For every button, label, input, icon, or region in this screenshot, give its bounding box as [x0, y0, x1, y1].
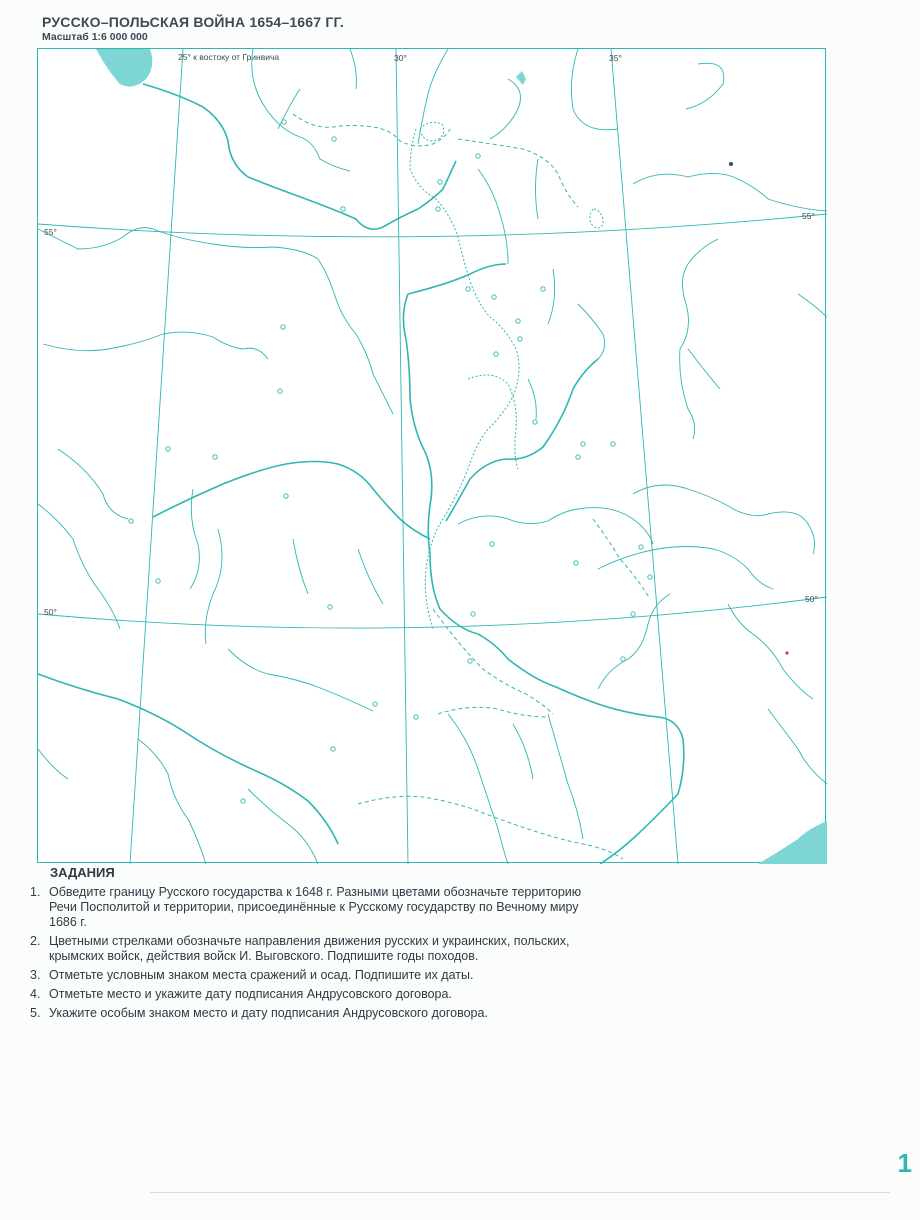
task-item: [30, 987, 590, 1002]
river-western-dvina: [143, 84, 456, 229]
task-number: 2.: [30, 934, 41, 948]
lat-label-50-left: 50°: [44, 607, 57, 617]
task-text: Отметьте условным знаком места сражений и осад. Подпишите их даты.: [49, 968, 474, 982]
lat-label-55-right: 55°: [802, 211, 815, 221]
task-text: Цветными стрелками обозначьте направления движения русских и украинских, польских, крымских войск, действия войск И. Выговского. Подпишите годы походов.: [49, 934, 570, 963]
footer-divider: [150, 1192, 890, 1193]
lake-northwest: [96, 49, 152, 87]
lon-label-30: 30°: [394, 53, 407, 63]
tasks-heading: ЗАДАНИЯ: [50, 865, 115, 880]
sea-southeast: [758, 821, 827, 864]
task-number: 5.: [30, 1006, 41, 1020]
task-number: 3.: [30, 968, 41, 982]
historical-borders: [293, 114, 650, 859]
meridian-note: 25° к востоку от Гринвича: [178, 52, 280, 62]
graticule: [38, 49, 827, 864]
task-text: Укажите особым знаком место и дату подписания Андрусовского договора.: [49, 1006, 488, 1020]
task-text: Обведите границу Русского государства к 1648 г. Разными цветами обозначьте территорию Речи Посполитой и территории, присоединённые к Русскому государству по Вечному миру 1686 г.: [49, 885, 582, 929]
city-marker-filled: [729, 162, 733, 166]
task-text: Отметьте место и укажите дату подписания Андрусовского договора.: [49, 987, 452, 1001]
lat-label-55-left: 55°: [44, 227, 57, 237]
lat-label-50-right: 50°: [805, 594, 818, 604]
tasks-list: [30, 885, 590, 1025]
contour-map: [37, 48, 826, 863]
major-rivers: [38, 84, 684, 864]
task-item: [30, 934, 590, 964]
river-desna: [446, 359, 598, 521]
river-pripyat: [153, 462, 430, 540]
task-number: 4.: [30, 987, 41, 1001]
lake-small-north: [516, 71, 526, 85]
task-item: [30, 885, 590, 930]
task-number: 1.: [30, 885, 41, 899]
task-item: [30, 1006, 590, 1021]
river-dnieper: [403, 264, 683, 864]
marker-red: [785, 651, 788, 654]
page-number: 1: [897, 1148, 912, 1178]
lon-label-35: 35°: [609, 53, 622, 63]
map-svg: [38, 49, 827, 864]
map-scale: Масштаб 1:6 000 000: [42, 31, 148, 43]
map-title: РУССКО–ПОЛЬСКАЯ ВОЙНА 1654–1667 ГГ.: [42, 14, 344, 30]
task-item: [30, 968, 590, 983]
